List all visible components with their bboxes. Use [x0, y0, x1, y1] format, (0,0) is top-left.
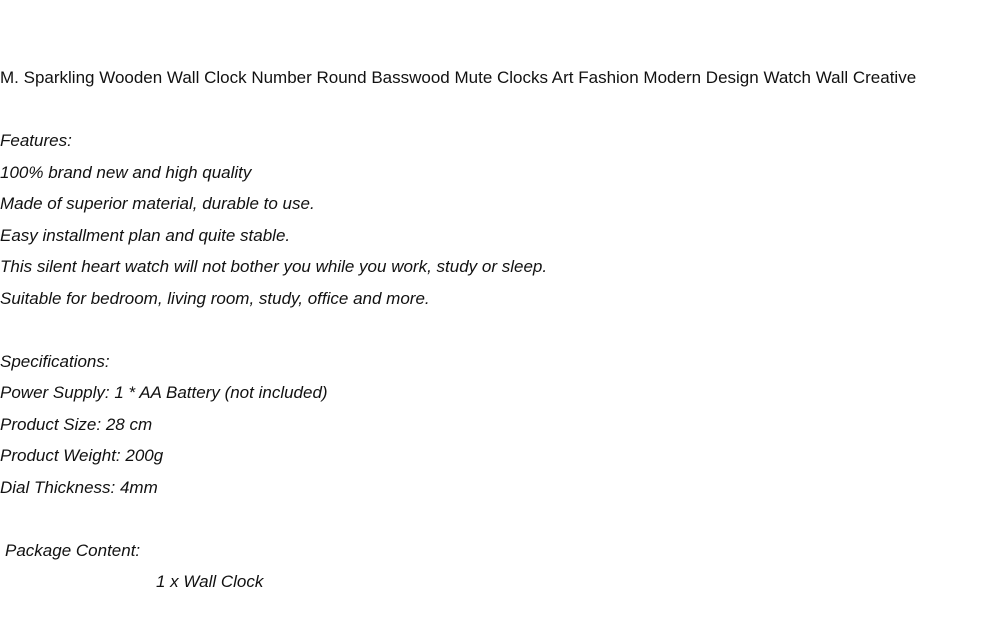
features-heading: Features:: [0, 131, 72, 150]
feature-item: Suitable for bedroom, living room, study, office and more.: [0, 289, 430, 308]
specification-item: Dial Thickness: 4mm: [0, 478, 158, 497]
specification-item: Product Weight: 200g: [0, 446, 164, 465]
package-heading: Package Content:: [5, 541, 141, 560]
specification-item: Product Size: 28 cm: [0, 415, 153, 434]
specification-item: Power Supply: 1 * AA Battery (not included): [0, 383, 328, 402]
package-item: 1 x Wall Clock: [156, 572, 264, 591]
feature-item: 100% brand new and high quality: [0, 163, 252, 182]
feature-item: Easy installment plan and quite stable.: [0, 226, 291, 245]
product-title: M. Sparkling Wooden Wall Clock Number Round Basswood Mute Clocks Art Fashion Modern Design Watch Wall Creative: [0, 68, 917, 87]
specifications-heading: Specifications:: [0, 352, 110, 371]
feature-item: This silent heart watch will not bother you while you work, study or sleep.: [0, 257, 548, 276]
feature-item: Made of superior material, durable to use.: [0, 194, 315, 213]
